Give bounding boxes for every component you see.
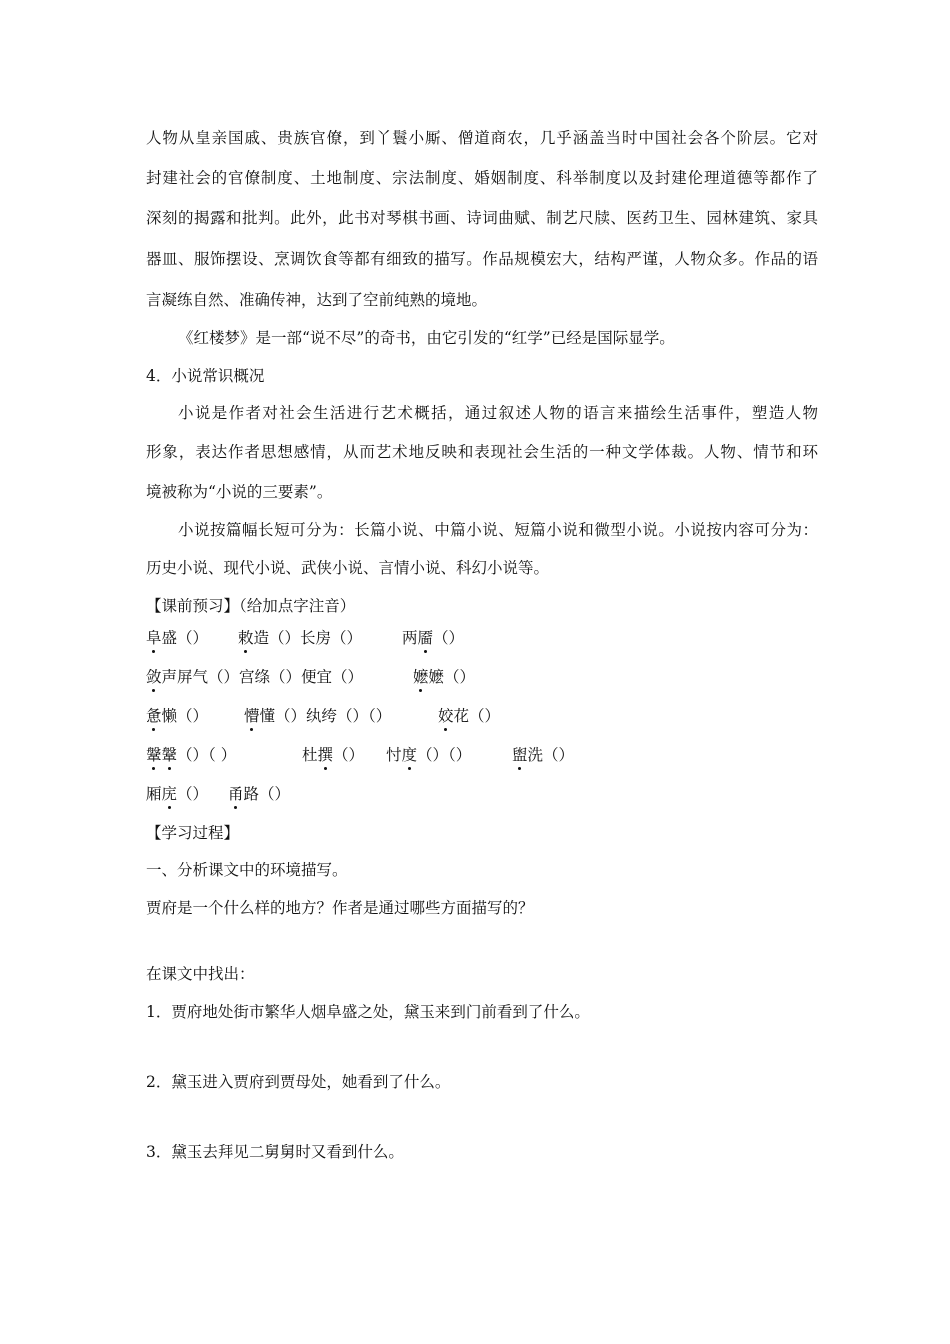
- preview-item: 姣花（）: [438, 707, 501, 725]
- process-item-1: 一、分析课文中的环境描写。: [146, 861, 348, 879]
- preview-row-5: [146, 784, 818, 808]
- preview-row-3: [146, 706, 818, 730]
- process-q2: 2．黛玉进入贾府到贾母处，她看到了什么。: [146, 1073, 451, 1091]
- preview-item: 忖度（）（）: [386, 746, 472, 764]
- intro-line-2: 封建社会的官僚制度、土地制度、宗法制度、婚姻制度、科举制度以及封建伦理道德等都作了: [146, 169, 818, 187]
- document-page: [146, 0, 818, 1344]
- process-q1: 1．贾府地处街市繁华人烟阜盛之处，黛玉来到门前看到了什么。: [146, 1003, 590, 1021]
- preview-item: 鞶鞶（）（ ）: [146, 746, 237, 764]
- intro-line-1: 人物从皇亲国戚、贵族官僚，到丫鬟小厮、僧道商农，几乎涵盖当时中国社会各个阶层。它对: [146, 129, 818, 147]
- preview-row-2: [146, 667, 818, 691]
- preview-item: 惫懒（）: [146, 707, 209, 725]
- section4-heading: 4．小说常识概况: [146, 367, 265, 385]
- process-heading: 【学习过程】: [146, 824, 240, 842]
- preview-item: 杜撰（）: [302, 746, 365, 764]
- section4-para1-line-3: 境被称为“小说的三要素”。: [146, 483, 333, 501]
- preview-item: 敛声屏气（）宫绦（）便宜（）: [146, 668, 364, 686]
- preview-item: 两靥（）: [402, 629, 465, 647]
- preview-heading: 【课前预习】（给加点字注音）: [146, 597, 356, 615]
- process-q3: 3．黛玉去拜见二舅舅时又看到什么。: [146, 1143, 404, 1161]
- preview-item: 嬷嬷（）: [413, 668, 476, 686]
- process-question: 贾府是一个什么样的地方？作者是通过哪些方面描写的？: [146, 899, 534, 917]
- emphasis-char: 鞶: [146, 746, 162, 764]
- process-find: 在课文中找出：: [146, 965, 255, 983]
- preview-item: 敕造（）长房（）: [238, 629, 363, 647]
- preview-item: 甬路（）: [228, 785, 291, 803]
- section4-para2-line-1: 小说按篇幅长短可分为：长篇小说、中篇小说、短篇小说和微型小说。小说按内容可分为：: [178, 521, 818, 539]
- intro-line-4: 器皿、服饰摆设、烹调饮食等都有细致的描写。作品规模宏大，结构严谨，人物众多。作品的语: [146, 250, 818, 268]
- intro-line-3: 深刻的揭露和批判。此外，此书对琴棋书画、诗词曲赋、制艺尺牍、医药卫生、园林建筑、家具: [146, 209, 818, 227]
- preview-row-4: [146, 745, 818, 769]
- section4-para1-line-2: 形象，表达作者思想感情，从而艺术地反映和表现社会生活的一种文学体裁。人物、情节和环: [146, 443, 818, 461]
- preview-row-1: [146, 628, 818, 652]
- emphasis-char: 鞶: [161, 746, 178, 764]
- preview-item: 厢庑（）: [146, 785, 209, 803]
- intro-closing: 《红楼梦》是一部“说不尽”的奇书，由它引发的“红学”已经是国际显学。: [178, 329, 675, 347]
- preview-item: 盥洗（）: [512, 746, 575, 764]
- intro-line-5: 言凝练自然、准确传神，达到了空前纯熟的境地。: [146, 291, 488, 309]
- preview-item: 懵懂（）纨绔（）（）: [244, 707, 392, 725]
- preview-item: 阜盛（）: [146, 629, 209, 647]
- section4-para2-line-2: 历史小说、现代小说、武侠小说、言情小说、科幻小说等。: [146, 559, 550, 577]
- section4-para1-line-1: 小说是作者对社会生活进行艺术概括，通过叙述人物的语言来描绘生活事件，塑造人物: [178, 404, 818, 422]
